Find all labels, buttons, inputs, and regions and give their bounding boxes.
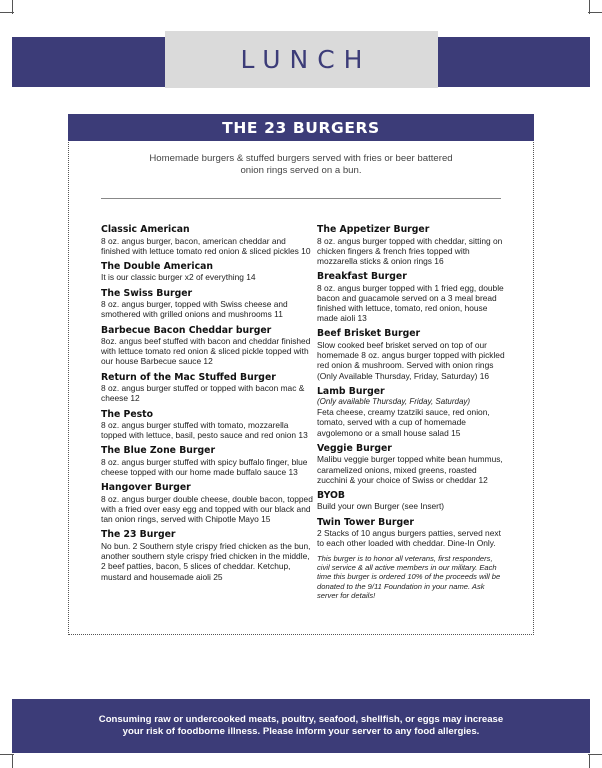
- page-title: LUNCH: [240, 45, 372, 74]
- menu-item-name: The Appetizer Burger: [317, 224, 430, 235]
- menu-item: [317, 328, 507, 380]
- section-intro: Homemade burgers & stuffed burgers served with fries or beer battered onion rings served on a bun.: [149, 153, 453, 177]
- menu-item-name: The Blue Zone Burger: [101, 445, 216, 457]
- menu-item-description: 8oz. angus beef stuffed with bacon and cheddar finished with lettuce tomato red onion & sliced pickle topped with our house Barbecue sauce 12: [101, 336, 311, 367]
- footer-band: [12, 699, 590, 753]
- divider: [101, 198, 501, 199]
- menu-item-name: BYOB: [317, 489, 345, 501]
- tribute-note: This burger is to honor all veterans, first responders, civil service & all active members in our military. Each time this burger is ordered 10% of the proceeds will be donated to the 9/11 Foundation in your name. Ask server for details!: [317, 553, 501, 601]
- menu-item: [317, 517, 507, 549]
- menu-item-name: The 23 Burger: [101, 529, 176, 541]
- menu-item-availability-note: (Only available Thursday, Friday, Saturday): [317, 397, 471, 407]
- menu-item-name: The Double American: [101, 260, 213, 272]
- menu-item-description: Slow cooked beef brisket served on top of our homemade 8 oz. angus burger topped with pickled red onion & mushroom. Served with onion rings (Only Available Thursday, Friday, Saturday) 16: [317, 339, 505, 381]
- allergy-disclaimer: Consuming raw or undercooked meats, poultry, seafood, shellfish, or eggs may increase your risk of foodborne illness. Please inform your server to any food allergies.: [98, 713, 504, 737]
- menu-item-name: Beef Brisket Burger: [317, 328, 421, 340]
- menu-item-description: It is our classic burger x2 of everything 14: [101, 272, 256, 283]
- crop-mark: [0, 12, 14, 13]
- menu-item-name: Veggie Burger: [317, 442, 392, 454]
- menu-item-name: Return of the Mac Stuffed Burger: [101, 371, 276, 383]
- menu-item-description: 2 Stacks of 10 angus burgers patties, served next to each other loaded with cheddar. Dine-In Only.: [317, 528, 501, 549]
- crop-mark: [588, 754, 602, 755]
- menu-item-description: 8 oz. angus burger double cheese, double bacon, topped with a fried over easy egg and topped with our black and tan onion rings, served with Chipotle Mayo 15: [101, 493, 313, 525]
- menu-item-description: 8 oz. angus burger stuffed with spicy buffalo finger, blue cheese topped with our home made buffalo sauce 13: [101, 456, 308, 478]
- crop-mark: [12, 754, 13, 768]
- menu-item: [317, 490, 507, 512]
- menu-column-left: [101, 224, 313, 587]
- crop-mark: [588, 12, 602, 13]
- menu-item-description: 8 oz. angus burger, topped with Swiss cheese and smothered with grilled onions and mushrooms 11: [101, 299, 288, 320]
- menu-item: [317, 271, 507, 323]
- menu-item: [317, 386, 507, 438]
- menu-item: [101, 261, 313, 283]
- menu-item-name: Classic American: [101, 224, 190, 235]
- menu-item: [317, 443, 507, 485]
- menu-item: [101, 409, 313, 441]
- menu-item-description: No bun. 2 Southern style crispy fried chicken as the bun, another southern style crispy fried chicken in the middle, 2 beef patties, bacon, 5 slices of cheddar. Ketchup, mustard and housemade aioli 25: [101, 540, 311, 582]
- menu-item-name: Breakfast Burger: [317, 271, 407, 283]
- section-title: THE 23 BURGERS: [222, 118, 380, 137]
- menu-item: [101, 224, 313, 256]
- menu-item: [101, 445, 313, 477]
- menu-item-description: Malibu veggie burger topped white bean hummus, caramelized onions, mixed greens, roasted zucchini & your choice of Swiss or cheddar 12: [317, 454, 503, 485]
- crop-mark: [589, 754, 590, 768]
- menu-item: [101, 372, 313, 404]
- menu-item-description: 8 oz. angus burger, bacon, american cheddar and finished with lettuce tomato red onion & sliced pickles 10: [101, 235, 311, 256]
- header-title-box: [165, 31, 438, 88]
- menu-item-name: The Swiss Burger: [101, 287, 193, 299]
- menu-item-description: Feta cheese, creamy tzatziki sauce, red onion, tomato, served with a cup of homemade avgolemono or a small house salad 15: [317, 407, 490, 438]
- menu-item: [101, 529, 313, 581]
- menu-item: [101, 482, 313, 524]
- menu-item-description: 8 oz. angus burger topped with 1 fried egg, double bacon and guacamole served on a 3 meal bread finished with lettuce, tomato, red onion, house made aioli 13: [317, 282, 504, 324]
- crop-mark: [0, 754, 14, 755]
- menu-item: [317, 224, 507, 266]
- menu-item-description: Build your own Burger (see Insert): [317, 501, 445, 512]
- menu-item-description: 8 oz. angus burger stuffed or topped with bacon mac & cheese 12: [101, 383, 305, 404]
- menu-item-name: Twin Tower Burger: [317, 516, 414, 528]
- section-band: [68, 114, 534, 141]
- menu-item-name: Hangover Burger: [101, 482, 191, 494]
- menu-item: [101, 325, 313, 367]
- menu-item-name: Lamb Burger: [317, 385, 385, 397]
- menu-item-name: The Pesto: [101, 408, 153, 420]
- menu-item-description: 8 oz. angus burger topped with cheddar, sitting on chicken fingers & french fries topped with mozzarella sticks & onion rings 16: [317, 235, 503, 266]
- menu-item-name: Barbecue Bacon Cheddar burger: [101, 324, 272, 336]
- menu-item: [101, 288, 313, 320]
- menu-item-description: 8 oz. angus burger stuffed with tomato, mozzarella topped with lettuce, basil, pesto sauce and red onion 13: [101, 420, 308, 441]
- menu-column-right: [317, 224, 507, 601]
